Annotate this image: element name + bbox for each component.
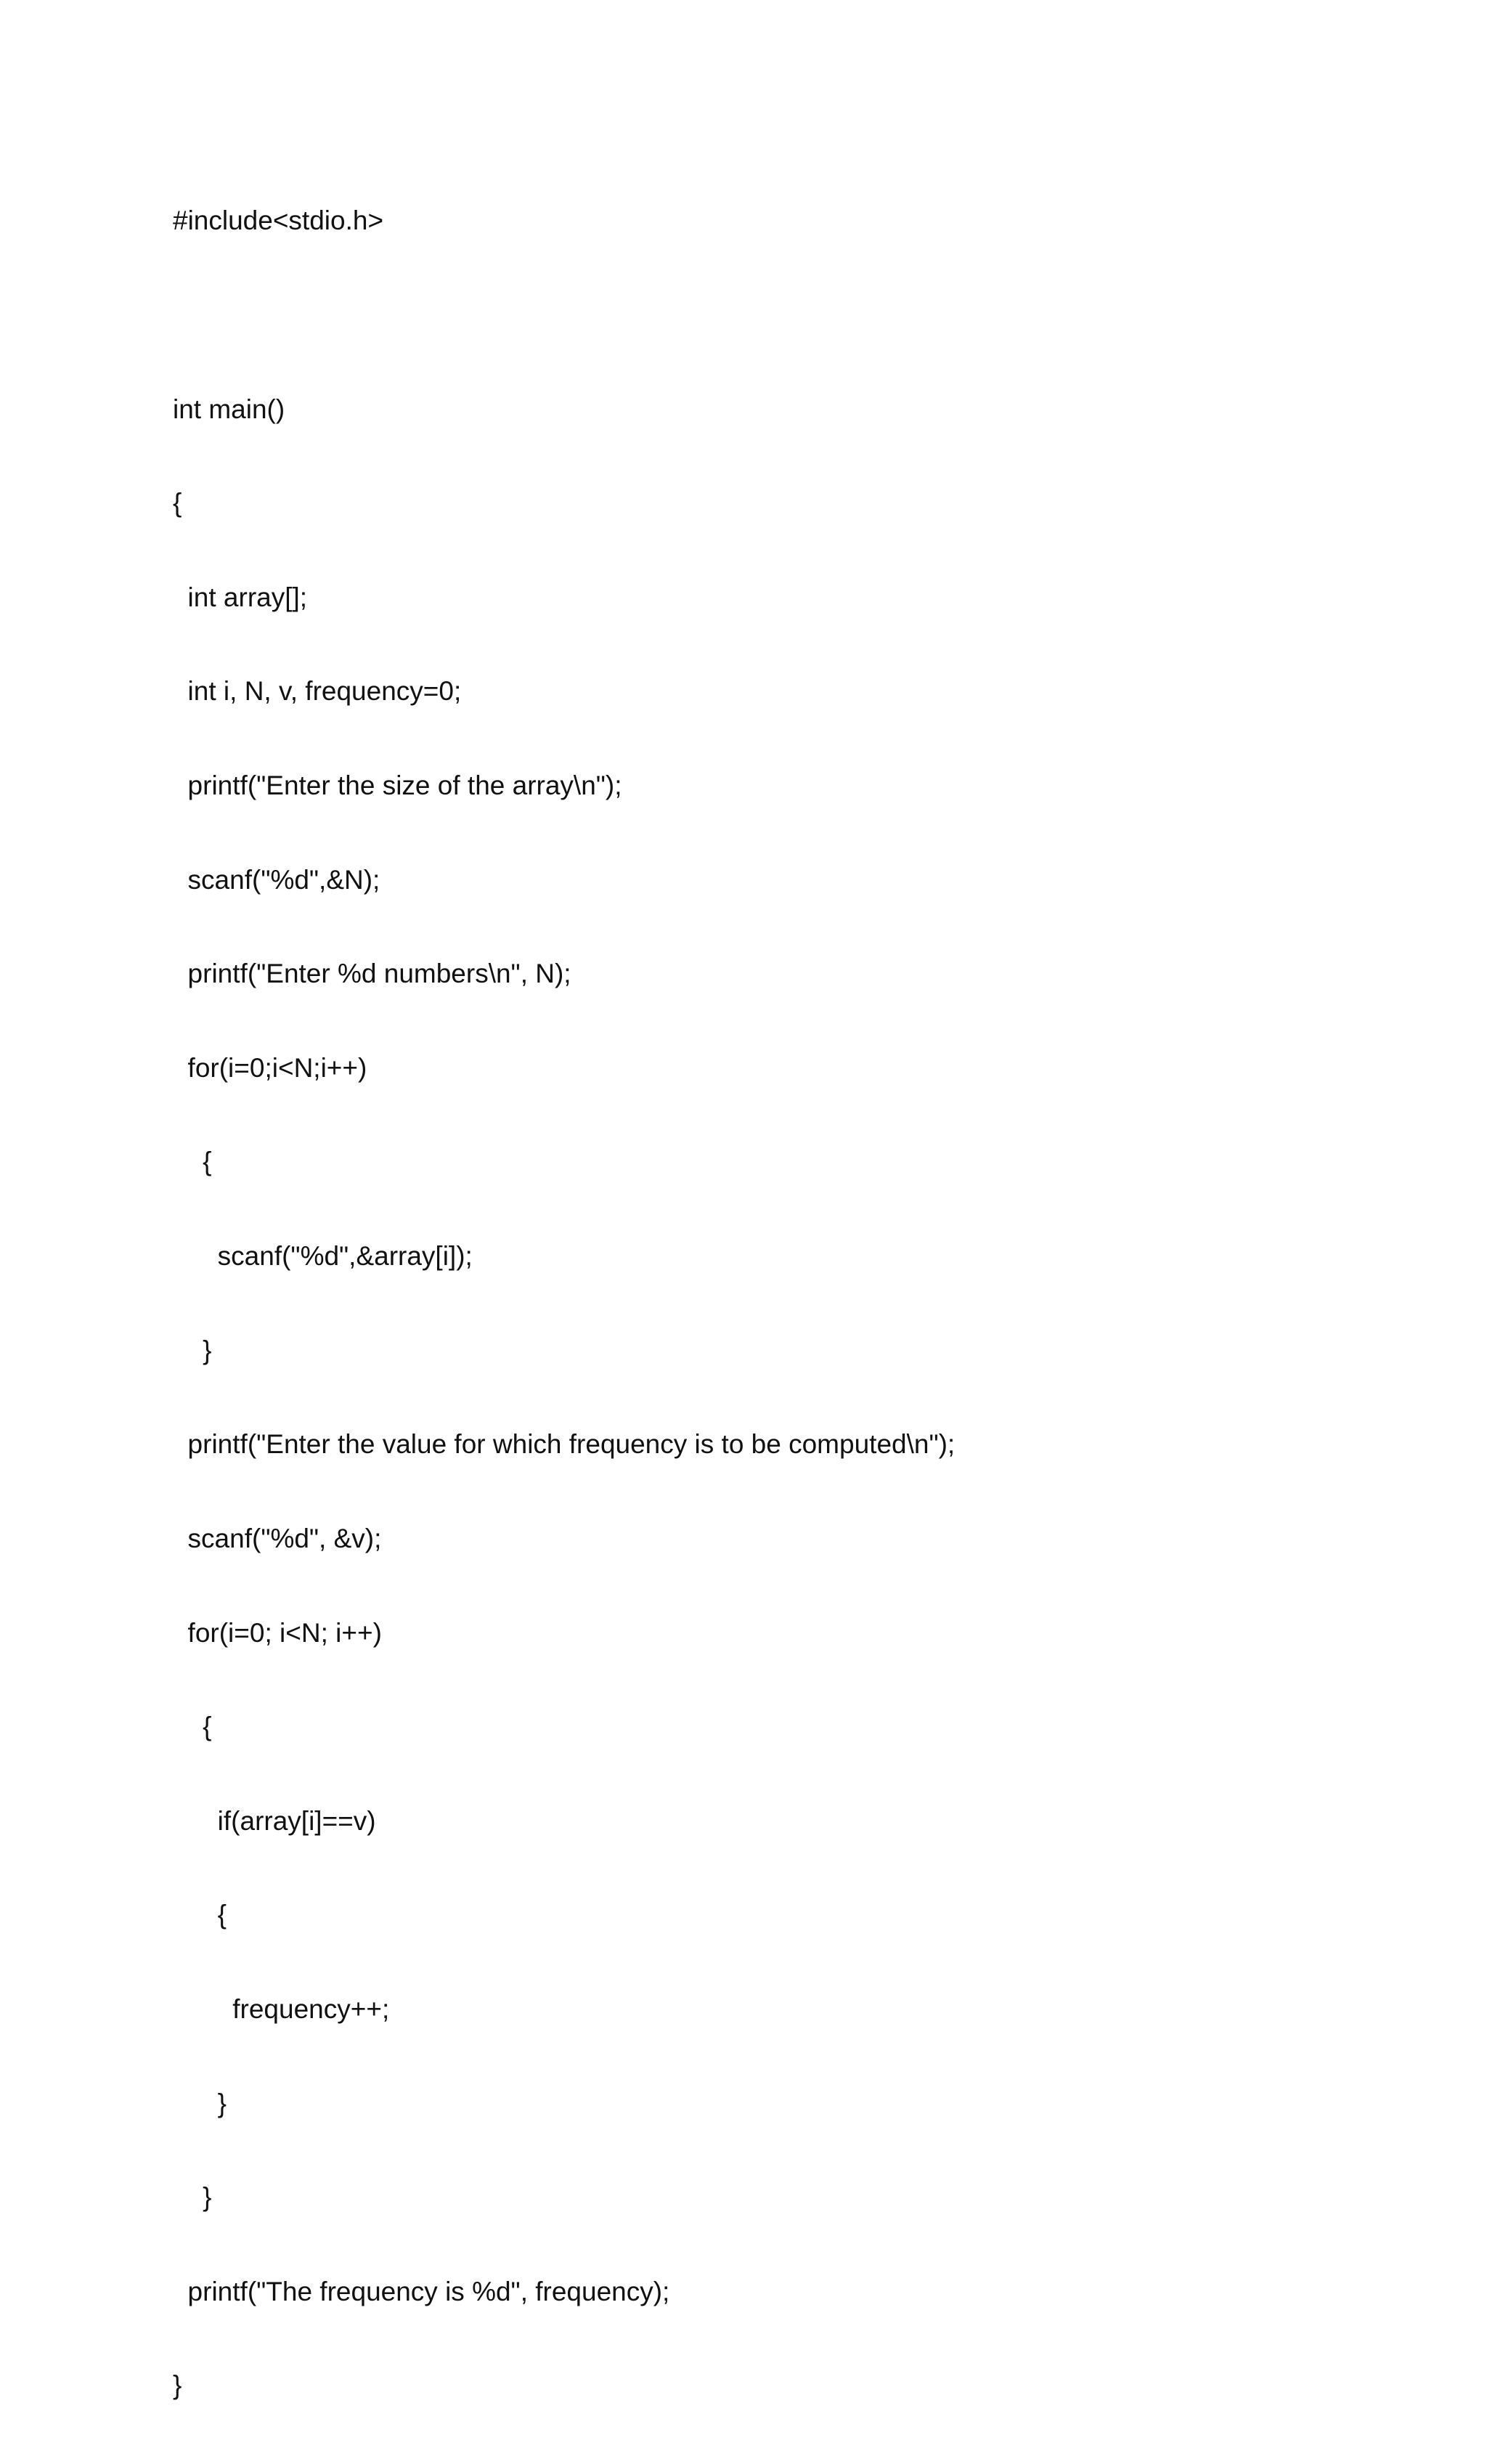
code-line-printf-value: printf("Enter the value for which frequency is to be computed\n");	[173, 1429, 956, 1460]
code-line-frequency-loop-open: {	[173, 1712, 212, 1742]
code-line-if-close: }	[173, 2088, 227, 2118]
code-line-variable-declaration: int i, N, v, frequency=0;	[173, 676, 462, 707]
code-line-if-condition: if(array[i]==v)	[173, 1805, 376, 1836]
code-line-main-signature: int main()	[173, 394, 285, 424]
code-line-frequency-increment: frequency++;	[173, 1993, 390, 2024]
code-line-printf-result: printf("The frequency is %d", frequency);	[173, 2276, 670, 2306]
code-line-frequency-loop-close: }	[173, 2182, 212, 2213]
code-line-scanf-array: scanf("%d",&array[i]);	[173, 1241, 473, 1272]
code-line-frequency-loop: for(i=0; i<N; i++)	[173, 1617, 382, 1648]
code-line-printf-numbers: printf("Enter %d numbers\n", N);	[173, 959, 571, 989]
code-line-array-declaration: int array[];	[173, 582, 308, 612]
code-line-input-loop: for(i=0;i<N;i++)	[173, 1052, 367, 1083]
code-line-include: #include<stdio.h>	[173, 206, 384, 236]
code-line-open-brace: {	[173, 488, 182, 519]
code-line-blank	[173, 299, 955, 330]
code-line-printf-size: printf("Enter the size of the array\n");	[173, 770, 622, 801]
code-line-if-open: {	[173, 1900, 227, 1930]
code-line-scanf-value: scanf("%d", &v);	[173, 1523, 382, 1553]
code-listing	[173, 142, 955, 2464]
code-line-input-loop-open: {	[173, 1147, 212, 1177]
code-line-scanf-size: scanf("%d",&N);	[173, 864, 380, 895]
code-line-input-loop-close: }	[173, 1335, 212, 1365]
code-line-close-brace: }	[173, 2370, 182, 2401]
